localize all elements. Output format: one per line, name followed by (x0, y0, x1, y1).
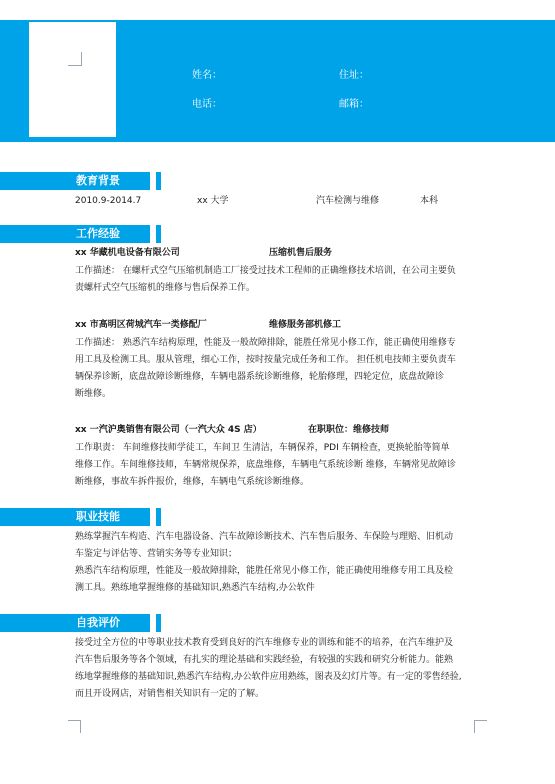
education-school: xx 大学 (197, 196, 229, 206)
job-description-line: 维修工作。车间维修技师，车辆常规保养，底盘维修，车辆电气系统诊断 维修，车辆常见故障诊 (75, 460, 456, 470)
job-description-line: 断维修，事故车拆件报价，维修，车辆电气系统诊断维修。 (75, 477, 310, 487)
job-description-line: 断维修。 (75, 389, 112, 399)
education-major: 汽车检测与维修 (316, 196, 380, 206)
address-label: 住址： (339, 70, 369, 81)
self-line: 接受过全方位的中等职业技术教育受到良好的汽车维修专业的训练和能不的培养，在汽车维护及 (75, 638, 454, 648)
job-company: xx 市高明区荷城汽车一类修配厂 (75, 320, 207, 330)
corner-mark-icon (68, 720, 81, 733)
job-position: 维修服务部机修工 (269, 320, 342, 330)
work-section-accent (156, 225, 161, 243)
name-label: 姓名： (192, 70, 222, 81)
skills-section-bar (0, 508, 150, 526)
work-section-bar (0, 225, 150, 243)
education-section-bar (0, 172, 150, 190)
job-description-line: 工作职责： 车间维修技师学徒工，车间卫 生清洁，车辆保养，PDI 车辆检查，更换轮胎等简单 (75, 443, 450, 453)
education-section-accent (156, 172, 161, 190)
self-line: 而且开设网店，对销售相关知识有一定的了解。 (75, 689, 265, 699)
skills-line: 熟悉汽车结构原理，性能及一般故障排除，能胜任常见小修工作，能正确使用维修专用工具及检 (75, 566, 454, 576)
skills-section-accent (156, 508, 161, 526)
corner-mark-icon (68, 52, 82, 66)
self-title: 自我评价 (76, 616, 120, 629)
job-description-line: 工作描述： 熟悉汽车结构原理，性能及一般故障排除，能胜任常见小修工作，能正确使用维修专 (75, 338, 456, 348)
education-title: 教育背景 (76, 174, 120, 187)
self-line: 汽车售后服务等各个领域，有扎实的理论基础和实践经验，有较强的实践和研究分析能力。能熟 (75, 655, 454, 665)
job-description-line: 辆保养诊断，底盘故障诊断维修，车辆电器系统诊断维修，轮胎修理，四轮定位，底盘故障诊 (75, 372, 445, 382)
corner-mark-icon (474, 720, 487, 733)
email-label: 邮箱： (339, 99, 369, 110)
self-section-accent (156, 614, 161, 632)
job-company: xx 一汽沪奥销售有限公司（一汽大众 4S 店） (75, 425, 262, 435)
job-position: 压缩机售后服务 (269, 248, 333, 258)
phone-label: 电话： (192, 99, 222, 110)
photo-placeholder (27, 20, 118, 139)
education-degree: 本科 (420, 196, 439, 206)
skills-title: 职业技能 (76, 510, 120, 523)
self-line: 练地掌握维修的基础知识,熟悉汽车结构,办公软件应用熟练，图表及幻灯片等。有一定的零售经验, (75, 672, 462, 682)
skills-line: 测工具。熟练地掌握维修的基础知识,熟悉汽车结构,办公软件 (75, 583, 315, 593)
job-position: 在职职位：维修技师 (308, 425, 390, 435)
self-section-bar (0, 614, 150, 632)
skills-line: 熟练掌握汽车构造、汽车电器设备、汽车故障诊断技术、汽车售后服务、车保险与理赔、旧机动 (75, 532, 454, 542)
work-title: 工作经验 (76, 227, 120, 240)
job-description-line: 责螺杆式空气压缩机的维修与售后保养工作。 (75, 283, 256, 293)
job-description-line: 用工具及检测工具。服从管理，细心工作，按时按量完成任务和工作。 担任机电技师主要负责车 (75, 355, 456, 365)
job-company: xx 华藏机电设备有限公司 (75, 248, 180, 258)
education-period: 2010.9-2014.7 (75, 196, 142, 206)
job-description-line: 工作描述： 在螺杆式空气压缩机制造工厂接受过技术工程师的正确维修技术培训，在公司主要负 (75, 266, 456, 276)
skills-line: 车鉴定与评估等、营销实务等专业知识； (75, 549, 238, 559)
